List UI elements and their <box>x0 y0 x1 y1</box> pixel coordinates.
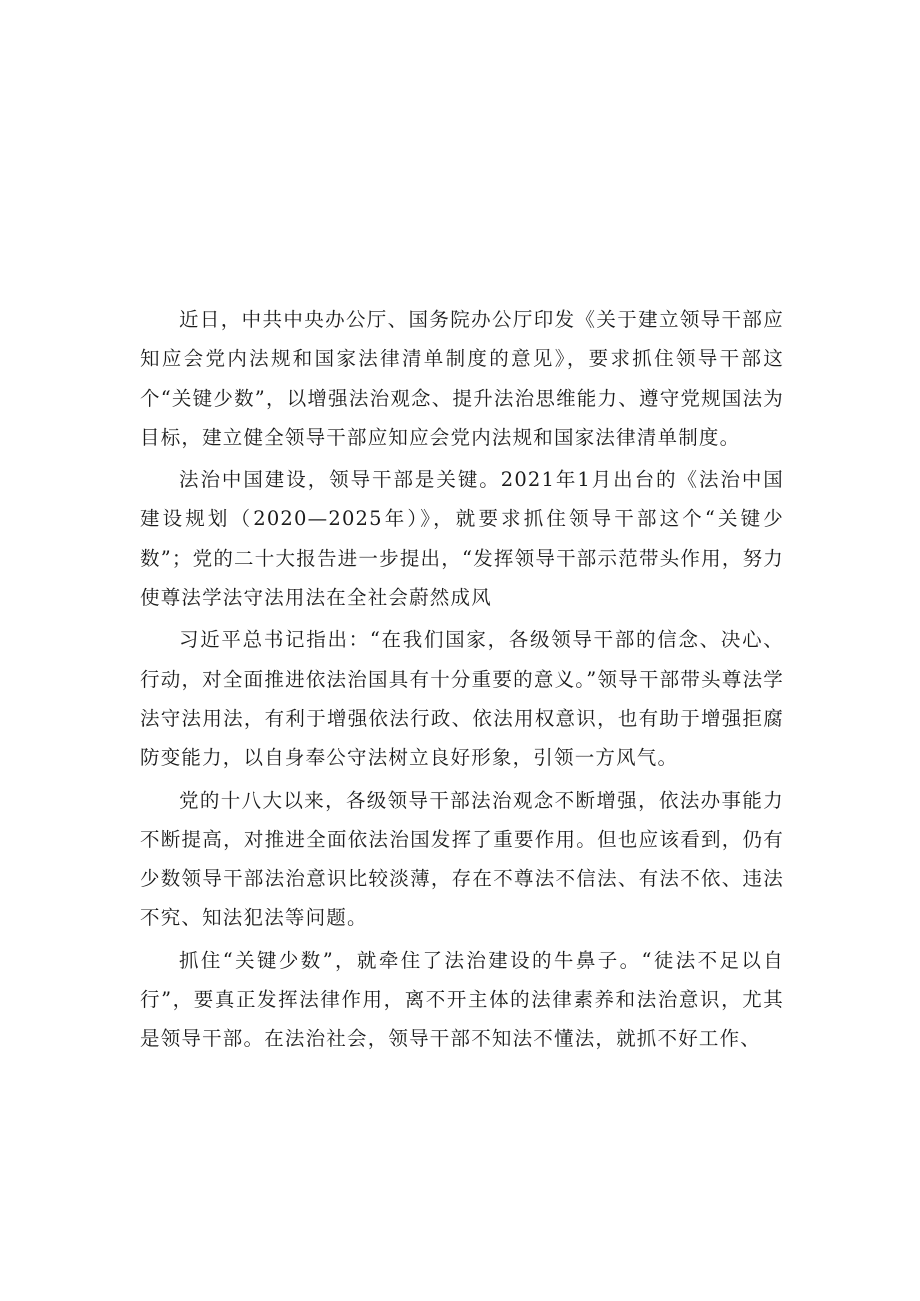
paragraph-4: 党的十八大以来，各级领导干部法治观念不断增强，依法办事能力不断提高，对推进全面依法治国发挥了重要作用。但也应该看到，仍有少数领导干部法治意识比较淡薄，存在不尊法不信法、有法不依、违法不究、知法犯法等问题。 <box>140 788 784 930</box>
paragraph-5: 抓住“关键少数”，就牵住了法治建设的牛鼻子。“徒法不足以自行”，要真正发挥法律作用，离不开主体的法律素养和法治意识，尤其是领导干部。在法治社会，领导干部不知法不懂法，就抓不好工作、 <box>140 948 784 1051</box>
paragraph-1: 近日，中共中央办公厅、国务院办公厅印发《关于建立领导干部应知应会党内法规和国家法律清单制度的意见》，要求抓住领导干部这个“关键少数”，以增强法治观念、提升法治思维能力、遵守党规国法为目标，建立健全领导干部应知应会党内法规和国家法律清单制度。 <box>140 308 784 449</box>
paragraph-3: 习近平总书记指出：“在我们国家，各级领导干部的信念、决心、行动，对全面推进依法治国具有十分重要的意义。”领导干部带头尊法学法守法用法，有利于增强依法行政、依法用权意识，也有助于增强拒腐防变能力，以自身奉公守法树立良好形象，引领一方风气。 <box>140 628 784 770</box>
document-body <box>140 300 784 1059</box>
paragraph-2: 法治中国建设，领导干部是关键。2021年1月出台的《法治中国建设规划（2020—2025年）》，就要求抓住领导干部这个“关键少数”；党的二十大报告进一步提出，“发挥领导干部示范带头作用，努力使尊法学法守法用法在全社会蔚然成风 <box>140 468 784 610</box>
